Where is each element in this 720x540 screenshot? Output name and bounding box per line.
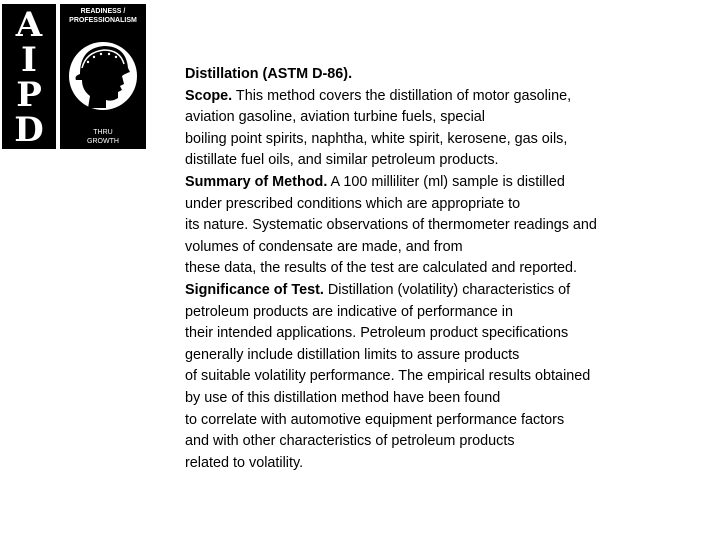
aipd-logo [0,0,148,150]
logo-letter-p: P [16,75,42,115]
logo-letter-d: D [14,110,44,150]
significance-line-6: by use of this distillation method have been found [185,389,501,406]
summary-line-5: these data, the results of the test are calculated and reported. [185,260,577,277]
significance-line-8: and with other characteristics of petroleum products [185,433,515,450]
scope-line-1: Scope. This method covers the distillation of motor gasoline, [185,87,572,104]
scope-heading: Scope. [185,87,233,104]
summary-line-1: Summary of Method. A 100 milliliter (ml) sample is distilled [185,173,565,190]
significance-line-2: petroleum products are indicative of performance in [185,303,513,320]
significance-line-7: to correlate with automotive equipment performance factors [185,411,565,428]
significance-line-3: their intended applications. Petroleum product specifications [185,325,569,342]
summary-line-2: under prescribed conditions which are appropriate to [185,195,521,212]
aipd-letters-panel [2,4,56,149]
significance-line-5: of suitable volatility performance. The empirical results obtained [185,368,591,385]
logo-motto-top: READINESS / PROFESSIONALISM [69,8,137,24]
significance-heading: Significance of Test. [185,281,324,298]
significance-line-9: related to volatility. [185,454,304,471]
aipd-emblem-panel [60,4,146,149]
document-body [185,64,705,474]
logo-letter-a: A [15,5,43,45]
document-title: Distillation (ASTM D-86). [185,66,353,82]
summary-line-3: its nature. Systematic observations of thermometer readings and [185,217,597,234]
significance-line-1: Significance of Test. Distillation (volatility) characteristics of [185,281,571,298]
logo-motto-bottom: THRU GROWTH [87,129,119,145]
scope-line-4: distillate fuel oils, and similar petroleum products. [185,152,499,169]
scope-line-2: aviation gasoline, aviation turbine fuels, special [185,109,485,126]
significance-line-4: generally include distillation limits to assure products [185,346,520,363]
logo-letter-i: I [21,40,37,80]
soldier-helmet-silhouette-icon [66,26,140,126]
summary-line-4: volumes of condensate are made, and from [185,238,463,255]
summary-heading: Summary of Method. [185,173,328,190]
scope-line-3: boiling point spirits, naphtha, white spirit, kerosene, gas oils, [185,130,568,147]
